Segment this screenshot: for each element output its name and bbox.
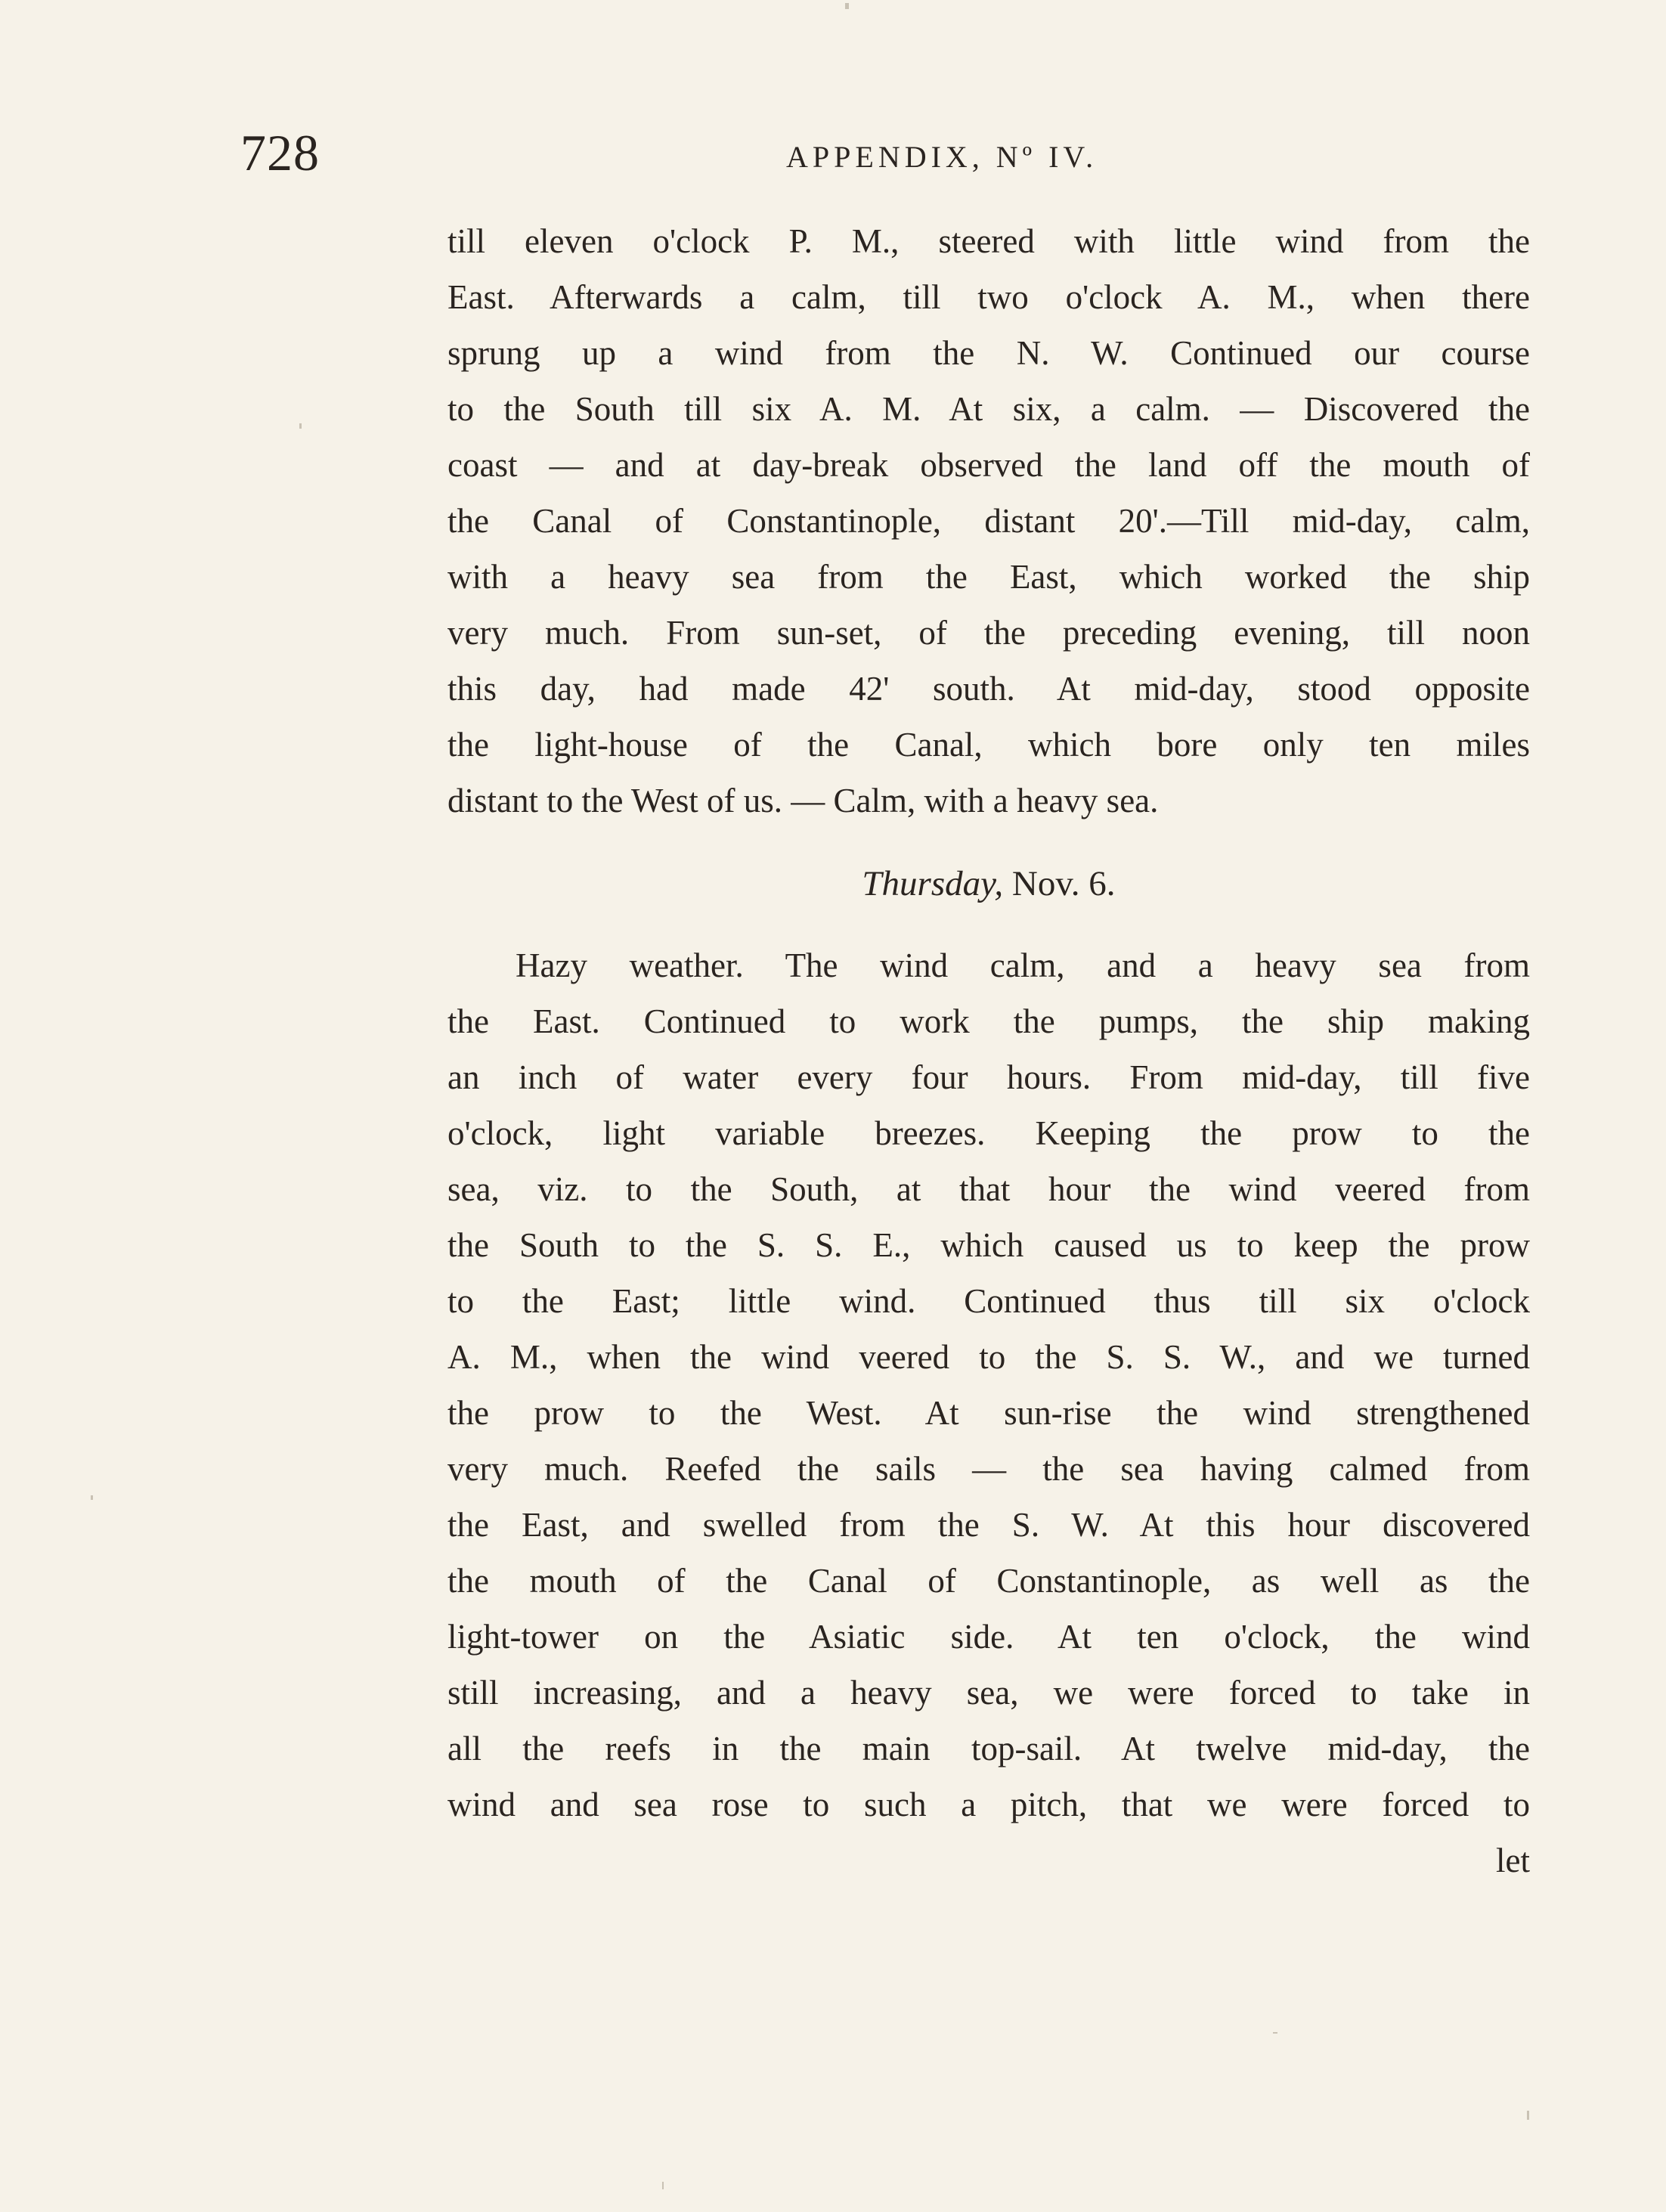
text-line: till eleven o'clock P. M., steered with little wind from the bbox=[447, 222, 1530, 260]
text-line: very much. Reefed the sails — the sea having calmed from bbox=[447, 1450, 1530, 1488]
text-line: with a heavy sea from the East, which worked the ship bbox=[447, 558, 1530, 596]
text-line: light-tower on the Asiatic side. At ten o'clock, the wind bbox=[447, 1618, 1530, 1656]
text-line: coast — and at day-break observed the land off the mouth of bbox=[447, 446, 1530, 484]
text-line: to the South till six A. M. At six, a calm. — Discovered the bbox=[447, 390, 1530, 428]
text-line: o'clock, light variable breezes. Keeping the prow to the bbox=[447, 1114, 1530, 1152]
text-line: the Canal of Constantinople, distant 20'.—Till mid-day, calm, bbox=[447, 502, 1530, 540]
text-line: still increasing, and a heavy sea, we were forced to take in bbox=[447, 1674, 1530, 1712]
text-line: the light-house of the Canal, which bore only ten miles bbox=[447, 726, 1530, 764]
text-line: A. M., when the wind veered to the S. S. W., and we turned bbox=[447, 1338, 1530, 1376]
paper-speck bbox=[662, 2182, 664, 2189]
text-line: distant to the West of us. — Calm, with a heavy sea. bbox=[447, 782, 1159, 819]
text-line: Hazy weather. The wind calm, and a heavy sea from bbox=[516, 946, 1530, 984]
text-line: sea, viz. to the South, at that hour the wind veered from bbox=[447, 1170, 1530, 1208]
text-line: sprung up a wind from the N. W. Continued our course bbox=[447, 334, 1530, 372]
paper-speck bbox=[91, 1495, 93, 1500]
text-line: the South to the S. S. E., which caused us to keep the prow bbox=[447, 1226, 1530, 1264]
text-line: the East, and swelled from the S. W. At this hour discovered bbox=[447, 1506, 1530, 1544]
date-heading-date: Nov. 6. bbox=[1011, 864, 1116, 903]
text-line: very much. From sun-set, of the preceding evening, till noon bbox=[447, 614, 1530, 652]
text-line: all the reefs in the main top-sail. At twelve mid-day, the bbox=[447, 1730, 1530, 1767]
paragraph-1 bbox=[447, 213, 1530, 829]
text-line: to the East; little wind. Continued thus till six o'clock bbox=[447, 1282, 1530, 1320]
text-line: the mouth of the Canal of Constantinople, as well as the bbox=[447, 1562, 1530, 1600]
page-number: 728 bbox=[240, 124, 320, 181]
paragraph-2 bbox=[447, 937, 1530, 1832]
paper-speck bbox=[845, 3, 849, 9]
running-head: APPENDIX, Nº IV. bbox=[786, 140, 1098, 174]
text-line: the East. Continued to work the pumps, the ship making bbox=[447, 1002, 1530, 1040]
paper-speck bbox=[1527, 2111, 1529, 2120]
paper-speck bbox=[299, 423, 302, 429]
text-line: East. Afterwards a calm, till two o'clock A. M., when there bbox=[447, 278, 1530, 316]
text-line: an inch of water every four hours. From mid-day, till five bbox=[447, 1058, 1530, 1096]
text-line: wind and sea rose to such a pitch, that we were forced to bbox=[447, 1786, 1530, 1823]
text-line: this day, had made 42' south. At mid-day, stood opposite bbox=[447, 670, 1530, 708]
text-line: the prow to the West. At sun-rise the wind strengthened bbox=[447, 1394, 1530, 1432]
catchword: let bbox=[1496, 1842, 1530, 1879]
body-text bbox=[447, 213, 1530, 1888]
paper-speck bbox=[1273, 2032, 1277, 2034]
date-heading bbox=[447, 856, 1530, 912]
date-heading-day: Thursday, bbox=[862, 864, 1004, 903]
